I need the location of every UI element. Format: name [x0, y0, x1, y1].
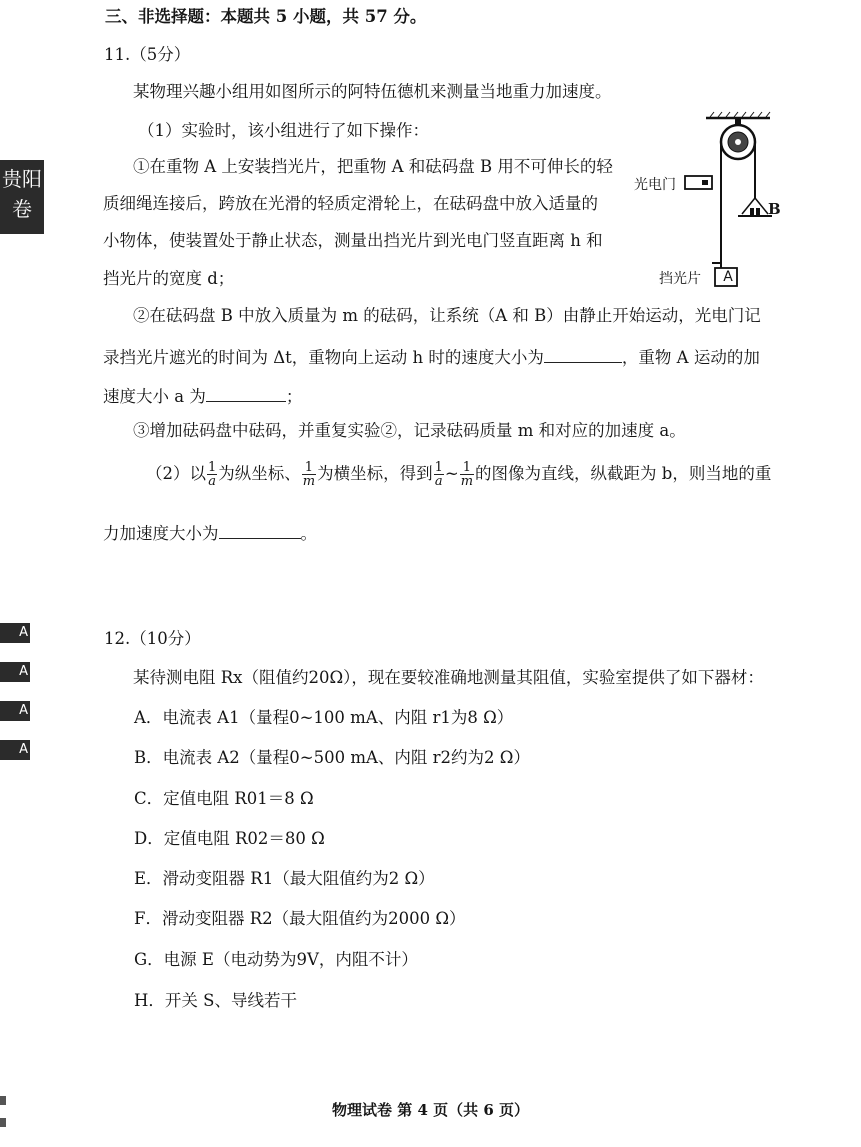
answer-blank-gravity[interactable] — [219, 520, 301, 539]
fraction-one-over-m — [302, 461, 316, 488]
q12-number: 12.（10分） — [104, 629, 201, 648]
q11-step2-text: 录挡光片遮光的时间为 Δt，重物向上运动 h 时的速度大小为 — [103, 348, 544, 367]
q12-item: E．滑动变阻器 R1（最大阻值约为2 Ω） — [134, 869, 435, 888]
q11-part2-text: 力加速度大小为 — [103, 524, 219, 543]
fraction-numerator: 1 — [208, 460, 217, 475]
shutter-label: 挡光片 — [659, 271, 701, 287]
fraction-denominator: m — [302, 474, 316, 489]
atwood-machine-drawing — [628, 110, 788, 290]
q12-item: A．电流表 A1（量程0~100 mA、内阻 r1为8 Ω） — [134, 708, 514, 727]
fraction-denominator: m — [460, 474, 474, 489]
answer-blank-velocity[interactable] — [544, 344, 622, 363]
q11-step1-line: ①在重物 A 上安装挡光片，把重物 A 和砝码盘 B 用不可伸长的轻 — [133, 157, 613, 176]
q11-step1-line: 小物体，使装置处于静止状态，测量出挡光片到光电门竖直距离 h 和 — [103, 231, 603, 250]
weight-a-label: A — [723, 269, 733, 285]
a-tab: A — [0, 701, 30, 721]
fraction-numerator: 1 — [302, 461, 316, 475]
section-header: 三、非选择题：本题共 5 小题，共 57 分。 — [105, 7, 427, 26]
fraction-one-over-a — [207, 461, 217, 488]
q12-item: G．电源 E（电动势为9V，内阻不计） — [134, 950, 418, 969]
q11-step2-text: 速度大小 a 为 — [103, 387, 206, 406]
q11-part2-text: （2）以 — [146, 464, 206, 483]
fraction-denominator: a — [208, 474, 217, 489]
q11-part2-text: 的图像为直线，纵截距为 b，则当地的重 — [475, 464, 772, 483]
q11-part2-text: 。 — [300, 524, 317, 543]
q11-part2-line2 — [103, 520, 317, 545]
a-tab: A — [0, 623, 30, 643]
a-tab: A — [0, 662, 30, 682]
q11-step2-line: ②在砝码盘 B 中放入质量为 m 的砝码，让系统（A 和 B）由静止开始运动，光电门记 — [133, 306, 761, 325]
q11-step2-text: ，重物 A 运动的加 — [621, 348, 760, 367]
side-tab-line1: 贵阳 — [2, 167, 42, 191]
q11-step2-line3 — [103, 383, 302, 408]
atwood-machine-figure — [628, 110, 788, 290]
q11-step1-line: 挡光片的宽度 d； — [103, 269, 235, 288]
q12-intro: 某待测电阻 Rx（阻值约20Ω），现在要较准确地测量其阻值，实验室提供了如下器材： — [133, 668, 764, 687]
fraction-numerator: 1 — [434, 460, 443, 475]
q12-item: D．定值电阻 R02＝80 Ω — [134, 829, 325, 848]
side-tab-line2: 卷 — [12, 197, 32, 221]
pan-b-label: B — [768, 200, 781, 218]
photogate-label: 光电门 — [634, 177, 676, 193]
q11-part2-line1 — [146, 461, 771, 488]
q11-step2-line2 — [103, 344, 760, 369]
q11-step2-text: ； — [285, 387, 303, 406]
q12-item: F．滑动变阻器 R2（最大阻值约为2000 Ω） — [134, 909, 466, 928]
fraction-numerator: 1 — [460, 461, 474, 475]
fraction-one-over-m — [460, 461, 474, 488]
page-footer: 物理试卷 第 4 页（共 6 页） — [332, 1101, 529, 1119]
q11-step3: ③增加砝码盘中砝码，并重复实验②，记录砝码质量 m 和对应的加速度 a。 — [133, 421, 686, 440]
q11-number: 11.（5分） — [104, 45, 191, 64]
q12-item: B．电流表 A2（量程0~500 mA、内阻 r2约为2 Ω） — [134, 748, 530, 767]
answer-blank-acceleration[interactable] — [206, 383, 286, 402]
side-tab — [0, 160, 44, 234]
q12-item: C．定值电阻 R01＝8 Ω — [134, 789, 314, 808]
a-tab: A — [0, 740, 30, 760]
q11-step1-line: 质细绳连接后，跨放在光滑的轻质定滑轮上，在砝码盘中放入适量的 — [103, 194, 598, 213]
q11-part2-text: 为横坐标，得到 — [317, 464, 433, 483]
q11-part1-title: （1）实验时，该小组进行了如下操作： — [138, 121, 429, 140]
fraction-one-over-a — [434, 461, 444, 488]
fraction-denominator: a — [434, 474, 443, 489]
q12-item: H．开关 S、导线若干 — [134, 991, 297, 1010]
q11-part2-text: ~ — [444, 464, 459, 483]
q11-intro: 某物理兴趣小组用如图所示的阿特伍德机来测量当地重力加速度。 — [133, 82, 612, 101]
q11-part2-text: 为纵坐标、 — [218, 464, 301, 483]
